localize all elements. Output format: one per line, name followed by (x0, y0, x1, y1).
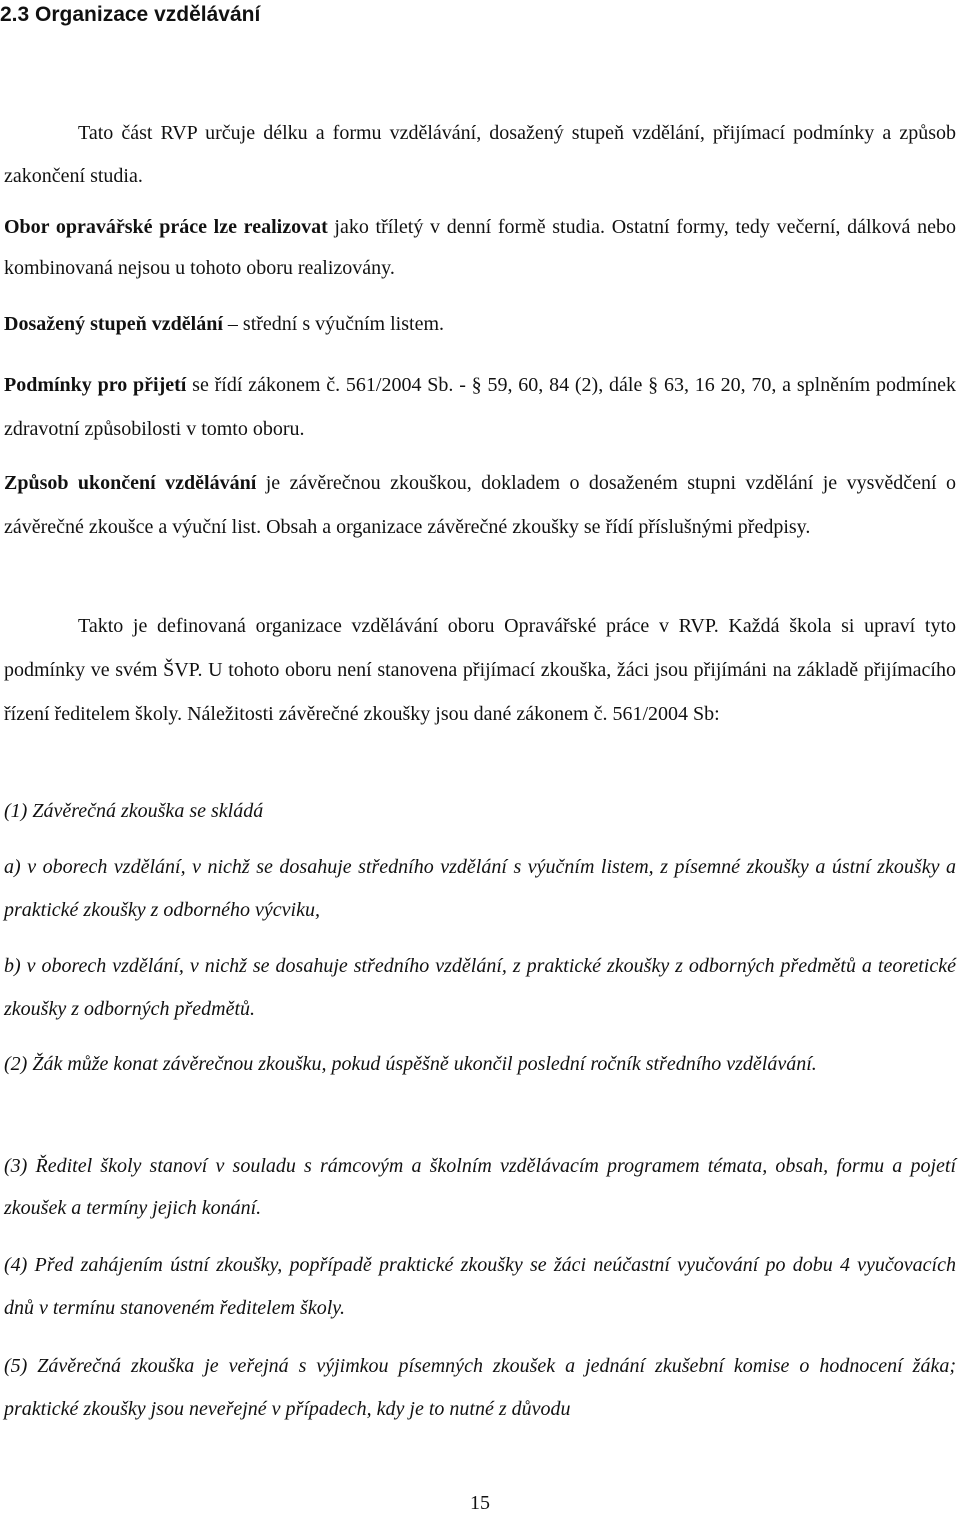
law-item-1b: b) v oborech vzdělání, v nichž se dosahuje středního vzdělání, z praktické zkoušky z odborných předmětů a teoretické zkoušky z odborných předmětů. (4, 955, 956, 1020)
law-item-5: (5) Závěrečná zkouška je veřejná s výjimkou písemných zkoušek a jednání zkušební komise o hodnocení žáka; praktické zkoušky jsou neveřejné v případech, kdy je to nutné z důvodu (4, 1355, 956, 1420)
study-form-paragraph (4, 207, 956, 289)
law-item-4: (4) Před zahájením ústní zkoušky, popřípadě praktické zkoušky se žáci neúčastní vyučování po dobu 4 vyučovacích dnů v termínu stanoveném ředitelem školy. (4, 1254, 956, 1319)
law-item-1a: a) v oborech vzdělání, v nichž se dosahuje středního vzdělání s výučním listem, z písemné zkoušky a ústní zkoušky a praktické zkoušky z odborného výcviku, (4, 856, 956, 921)
law-item-3: (3) Ředitel školy stanoví v souladu s rámcovým a školním vzdělávacím programem témata, obsah, formu a pojetí zkoušek a termíny jejich konání. (4, 1155, 956, 1219)
admission-label: Podmínky pro přijetí (4, 374, 187, 396)
section-heading: 2.3 Organizace vzdělávání (0, 3, 261, 26)
admission-text: se řídí zákonem č. 561/2004 Sb. - § 59, 60, 84 (2), dále § 63, 16 20, 70, a splněním podmínek zdravotní způsobilosti v tomto oboru. (4, 374, 956, 440)
study-form-text: jako tříletý v denní formě studia. Ostatní formy, tedy večerní, dálková nebo kombinovaná nejsou u tohoto oboru realizovány. (4, 216, 956, 279)
definition-paragraph: Takto je definovaná organizace vzdělávání oboru Opravářské práce v RVP. Každá škola si upraví tyto podmínky ve svém ŠVP. U tohoto oboru není stanovena přijímací zkouška, žáci jsou přijímáni na základě přijímacího řízení ředitelem školy. Náležitosti závěrečné zkoušky jsou dané zákonem č. 561/2004 Sb: (4, 615, 956, 725)
education-level-text: – střední s výučním listem. (222, 313, 444, 335)
completion-paragraph (4, 461, 956, 549)
page-number: 15 (470, 1492, 490, 1514)
law-item-1: (1) Závěrečná zkouška se skládá (4, 800, 264, 822)
admission-paragraph (4, 363, 956, 451)
completion-label: Způsob ukončení vzdělávání (4, 472, 257, 494)
intro-paragraph: Tato část RVP určuje délku a formu vzdělávání, dosažený stupeň vzdělání, přijímací podmínky a způsob zakončení studia. (4, 122, 956, 187)
study-form-label: Obor opravářské práce lze realizovat (4, 216, 328, 238)
completion-text: je závěrečnou zkouškou, dokladem o dosaženém stupni vzdělání je vysvědčení o závěrečné zkoušce a výuční list. Obsah a organizace závěrečné zkoušky se řídí příslušnými předpisy. (4, 472, 956, 538)
education-level-label: Dosažený stupeň vzdělání (4, 313, 223, 335)
education-level-paragraph (4, 304, 956, 345)
law-item-2: (2) Žák může konat závěrečnou zkoušku, pokud úspěšně ukončil poslední ročník středního vzdělávání. (4, 1053, 817, 1075)
